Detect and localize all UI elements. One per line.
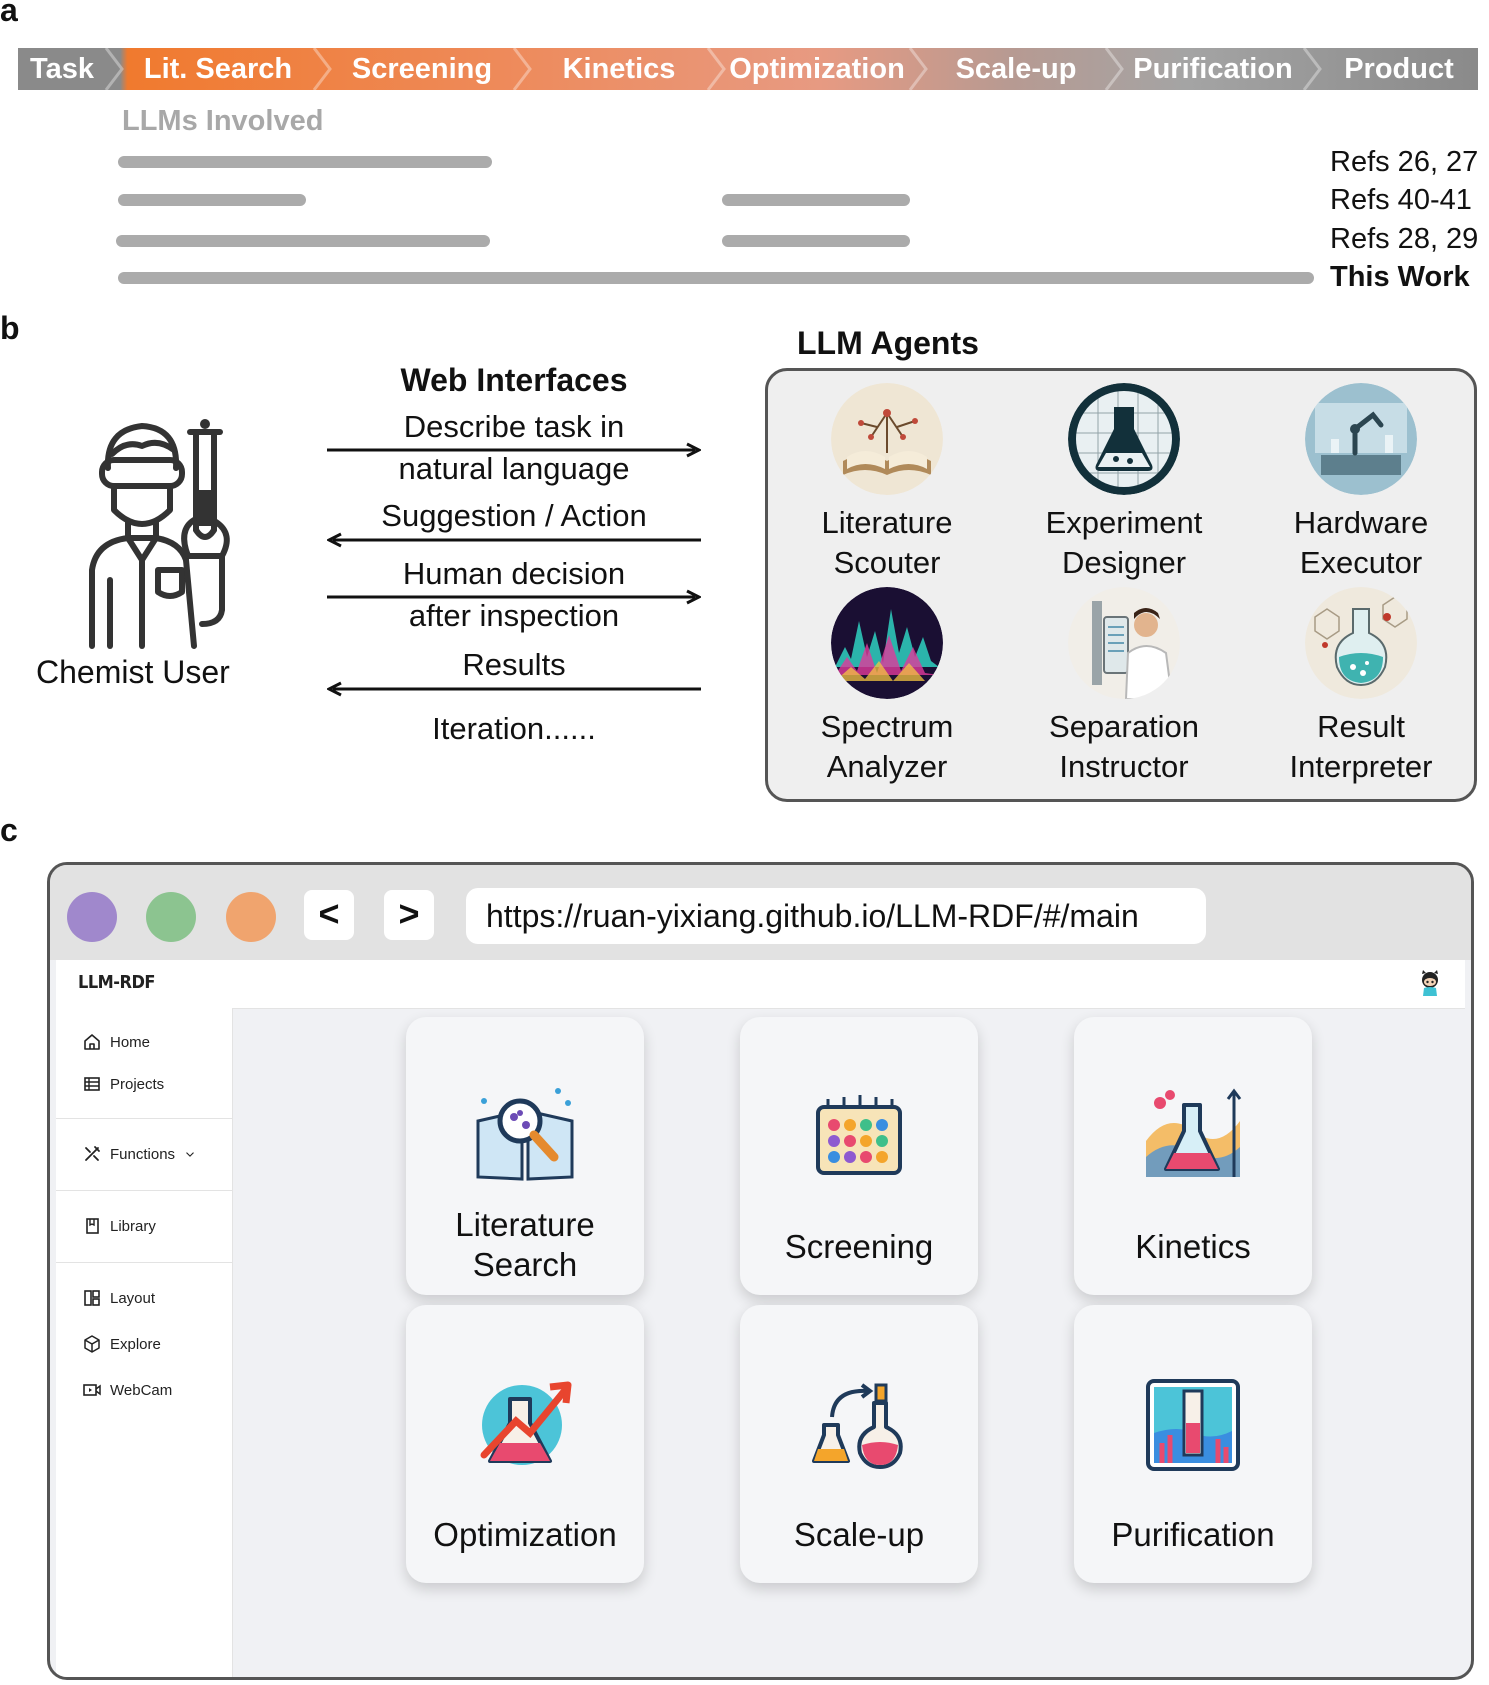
sidebar-item-projects[interactable] xyxy=(82,1074,164,1094)
app-header xyxy=(56,960,1465,1009)
table-icon xyxy=(82,1074,102,1094)
window-dot-purple[interactable] xyxy=(67,892,117,942)
chevron-down-icon xyxy=(183,1147,197,1161)
web-interfaces-title: Web Interfaces xyxy=(400,362,628,398)
chemist-user-label: Chemist User xyxy=(36,654,230,690)
agent-name-line1: Hardware xyxy=(1293,505,1429,540)
robot-lab-icon xyxy=(1305,383,1417,495)
stage-task: Task xyxy=(30,53,94,85)
panel-label-c: c xyxy=(0,812,18,848)
sidebar-item-label: Functions xyxy=(110,1145,176,1163)
window-dot-orange[interactable] xyxy=(226,892,276,942)
stage-scale-up: Scale-up xyxy=(955,53,1077,85)
tools-icon xyxy=(82,1144,102,1164)
sidebar-item-home[interactable] xyxy=(82,1032,150,1052)
coverage-bar-refs-28-29-b xyxy=(722,235,910,247)
message-describe-task-line1: Describe task in xyxy=(403,409,625,444)
stage-lit-search: Lit. Search xyxy=(143,53,293,85)
sidebar-item-layout[interactable] xyxy=(82,1288,155,1308)
agent-spectrum-analyzer xyxy=(767,587,1007,787)
ref-label-this-work: This Work xyxy=(1330,261,1470,293)
agent-name-line1: Separation xyxy=(1049,709,1199,744)
sidebar-item-library[interactable] xyxy=(82,1216,156,1236)
agent-name-line2: Executor xyxy=(1299,545,1423,580)
flask-blueprint-icon xyxy=(1068,383,1180,495)
message-iteration: Iteration...... xyxy=(432,711,596,746)
agent-name-line2: Interpreter xyxy=(1289,749,1433,784)
coverage-bar-refs-28-29-a xyxy=(116,235,490,247)
arrow-left-1 xyxy=(327,530,701,550)
spectrum-waves-icon xyxy=(831,587,943,699)
layout-icon xyxy=(82,1288,102,1308)
sidebar-item-label: Layout xyxy=(110,1289,156,1307)
card-label: Kinetics xyxy=(1135,1228,1251,1265)
ref-label-row1: Refs 26, 27 xyxy=(1330,146,1479,178)
sidebar-divider xyxy=(56,1262,232,1263)
sidebar-item-label: Projects xyxy=(110,1075,165,1093)
sidebar-item-functions[interactable] xyxy=(82,1144,197,1164)
card-label-line1: Literature xyxy=(455,1206,595,1243)
scale-up-flasks-icon xyxy=(804,1369,914,1479)
browser-window xyxy=(47,862,1474,1680)
llm-agents-title: LLM Agents xyxy=(797,325,979,361)
agent-name-line1: Experiment xyxy=(1045,505,1203,540)
agent-name-line2: Analyzer xyxy=(826,749,948,784)
task-stage-bar xyxy=(18,48,1478,90)
agent-separation-instructor xyxy=(1004,587,1244,787)
github-octocat-icon[interactable] xyxy=(1417,970,1443,998)
stage-screening: Screening xyxy=(351,53,493,85)
message-results: Results xyxy=(462,647,566,682)
app-logo[interactable]: LLM-RDF xyxy=(78,972,155,993)
literature-search-icon xyxy=(470,1081,580,1191)
panel-label-a: a xyxy=(0,0,18,28)
cube-icon xyxy=(82,1334,102,1354)
sidebar-item-label: WebCam xyxy=(110,1381,173,1399)
stage-kinetics: Kinetics xyxy=(562,53,676,85)
llm-agents-box xyxy=(765,368,1477,802)
agent-name-line1: Spectrum xyxy=(820,709,954,744)
message-describe-task-line2: natural language xyxy=(398,451,630,486)
stage-product: Product xyxy=(1344,53,1454,85)
panel-label-b: b xyxy=(0,310,20,346)
message-human-decision-line2: after inspection xyxy=(408,598,620,633)
ref-label-row2: Refs 40-41 xyxy=(1330,184,1472,216)
optimization-flask-icon xyxy=(470,1369,580,1479)
sidebar xyxy=(56,1008,233,1677)
card-purification[interactable] xyxy=(1074,1305,1312,1583)
chemist-at-column-icon xyxy=(1068,587,1180,699)
sidebar-divider xyxy=(56,1118,232,1119)
sidebar-item-explore[interactable] xyxy=(82,1334,161,1354)
home-icon xyxy=(82,1032,102,1052)
coverage-bar-refs-40-41-b xyxy=(722,194,910,206)
card-label: Scale-up xyxy=(793,1516,925,1553)
coverage-bar-refs-26-27 xyxy=(118,156,492,168)
message-human-decision-line1: Human decision xyxy=(402,556,626,591)
card-label: Purification xyxy=(1111,1516,1275,1553)
book-molecules-icon xyxy=(831,383,943,495)
agent-result-interpreter xyxy=(1241,587,1481,787)
book-icon xyxy=(82,1216,102,1236)
stage-purification: Purification xyxy=(1133,53,1293,85)
agent-name-line2: Instructor xyxy=(1059,749,1189,784)
kinetics-flask-icon xyxy=(1138,1081,1248,1191)
window-dot-green[interactable] xyxy=(146,892,196,942)
ref-label-row3: Refs 28, 29 xyxy=(1330,223,1479,255)
coverage-bar-this-work xyxy=(118,272,1314,284)
card-label-line2: Search xyxy=(472,1246,578,1283)
coverage-bar-refs-40-41-a xyxy=(118,194,306,206)
card-scale-up[interactable] xyxy=(740,1305,978,1583)
llms-involved-caption: LLMs Involved xyxy=(122,105,324,137)
sidebar-item-label: Library xyxy=(110,1217,156,1235)
sidebar-divider xyxy=(56,1190,232,1191)
agent-experiment-designer xyxy=(1004,383,1244,583)
sidebar-item-label: Home xyxy=(110,1033,151,1051)
agent-literature-scouter xyxy=(767,383,1007,583)
video-camera-icon xyxy=(82,1380,102,1400)
message-suggestion-action: Suggestion / Action xyxy=(381,498,647,533)
card-label: Screening xyxy=(784,1228,934,1265)
sidebar-item-webcam[interactable] xyxy=(82,1380,172,1400)
arrow-left-2 xyxy=(327,679,701,699)
card-screening[interactable] xyxy=(740,1017,978,1295)
screening-plate-icon xyxy=(804,1081,914,1191)
sidebar-item-label: Explore xyxy=(110,1335,161,1353)
agent-name-line2: Designer xyxy=(1061,545,1187,580)
card-optimization[interactable] xyxy=(406,1305,644,1583)
agent-name-line1: Literature xyxy=(821,505,953,540)
card-label: Optimization xyxy=(433,1516,617,1553)
url-bar[interactable]: https://ruan-yixiang.github.io/LLM-RDF/#/main xyxy=(466,888,1206,944)
agent-name-line2: Scouter xyxy=(833,545,941,580)
purification-column-icon xyxy=(1138,1369,1248,1479)
card-kinetics[interactable] xyxy=(1074,1017,1312,1295)
round-flask-molecules-icon xyxy=(1305,587,1417,699)
agent-hardware-executor xyxy=(1241,383,1481,583)
chemist-user-icon xyxy=(62,410,242,650)
agent-name-line1: Result xyxy=(1317,709,1405,744)
back-button[interactable]: < xyxy=(304,890,354,940)
browser-toolbar xyxy=(50,865,1471,960)
card-literature-search[interactable] xyxy=(406,1017,644,1295)
forward-button[interactable]: > xyxy=(384,890,434,940)
stage-optimization: Optimization xyxy=(729,53,905,85)
